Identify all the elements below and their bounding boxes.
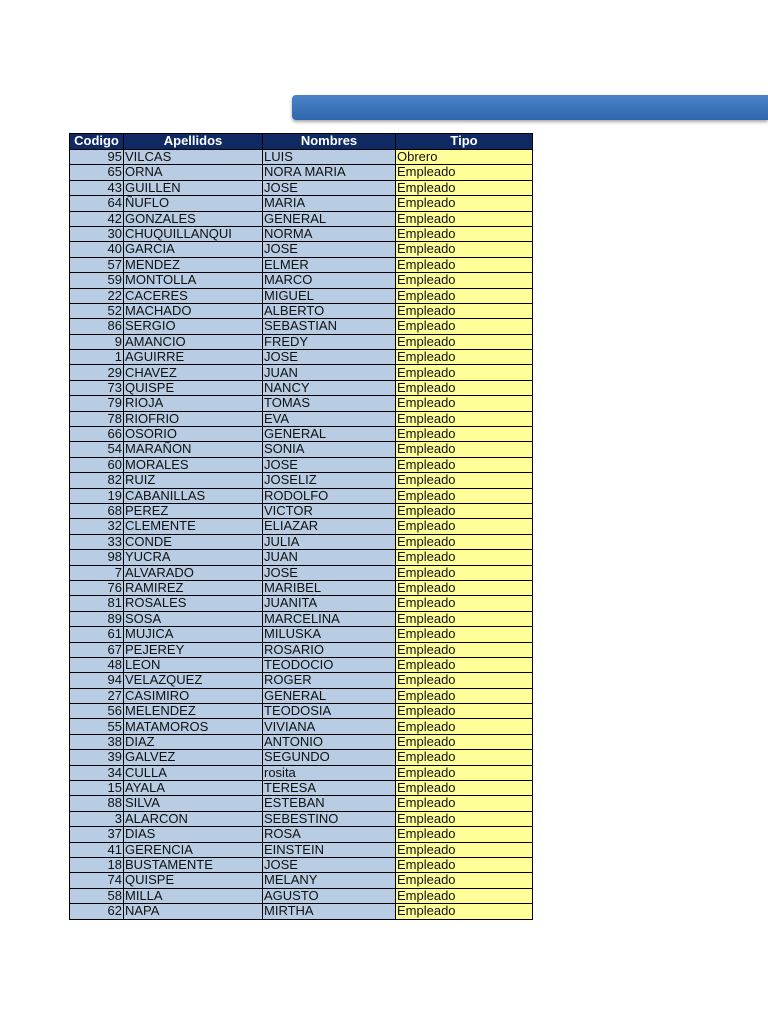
cell-tipo[interactable]: Empleado <box>396 288 533 303</box>
cell-codigo[interactable]: 22 <box>70 288 124 303</box>
cell-tipo[interactable]: Empleado <box>396 873 533 888</box>
cell-codigo[interactable]: 62 <box>70 904 124 919</box>
cell-tipo[interactable]: Empleado <box>396 396 533 411</box>
cell-codigo[interactable]: 58 <box>70 888 124 903</box>
table-row <box>70 380 533 395</box>
table-row <box>70 765 533 780</box>
table-row <box>70 411 533 426</box>
cell-apellidos[interactable]: PEREZ <box>124 503 263 518</box>
cell-apellidos[interactable]: AYALA <box>124 781 263 796</box>
cell-apellidos[interactable]: MENDEZ <box>124 257 263 272</box>
table-row <box>70 534 533 549</box>
table-row <box>70 611 533 626</box>
cell-codigo[interactable]: 82 <box>70 473 124 488</box>
table-row <box>70 580 533 595</box>
cell-nombres[interactable]: JOSE <box>263 242 396 257</box>
cell-tipo[interactable]: Empleado <box>396 657 533 672</box>
table-row <box>70 519 533 534</box>
cell-apellidos[interactable]: RAMIREZ <box>124 580 263 595</box>
cell-codigo[interactable]: 54 <box>70 442 124 457</box>
cell-apellidos[interactable]: RUIZ <box>124 473 263 488</box>
table-row <box>70 242 533 257</box>
cell-codigo[interactable]: 61 <box>70 627 124 642</box>
cell-tipo[interactable]: Empleado <box>396 519 533 534</box>
cell-apellidos[interactable]: NAPA <box>124 904 263 919</box>
table-row <box>70 442 533 457</box>
cell-nombres[interactable]: MARIA <box>263 196 396 211</box>
table-row <box>70 857 533 872</box>
table-row <box>70 273 533 288</box>
cell-codigo[interactable]: 81 <box>70 596 124 611</box>
cell-apellidos[interactable]: MARAÑON <box>124 442 263 457</box>
cell-apellidos[interactable]: GONZALES <box>124 211 263 226</box>
cell-nombres[interactable]: GENERAL <box>263 427 396 442</box>
cell-codigo[interactable]: 64 <box>70 196 124 211</box>
column-header-nombres[interactable]: Nombres <box>263 134 396 150</box>
cell-tipo[interactable]: Empleado <box>396 811 533 826</box>
cell-apellidos[interactable]: CACERES <box>124 288 263 303</box>
cell-nombres[interactable]: NORMA <box>263 226 396 241</box>
cell-tipo[interactable]: Empleado <box>396 165 533 180</box>
cell-nombres[interactable]: ELIAZAR <box>263 519 396 534</box>
cell-codigo[interactable]: 98 <box>70 550 124 565</box>
table-row <box>70 827 533 842</box>
cell-apellidos[interactable]: MILLA <box>124 888 263 903</box>
cell-codigo[interactable]: 43 <box>70 180 124 195</box>
table-row <box>70 565 533 580</box>
cell-codigo[interactable]: 76 <box>70 580 124 595</box>
cell-codigo[interactable]: 32 <box>70 519 124 534</box>
table-row <box>70 673 533 688</box>
cell-tipo[interactable]: Empleado <box>396 719 533 734</box>
cell-nombres[interactable]: JOSELIZ <box>263 473 396 488</box>
table-row <box>70 688 533 703</box>
cell-nombres[interactable]: JUANITA <box>263 596 396 611</box>
cell-apellidos[interactable]: CONDE <box>124 534 263 549</box>
table-row <box>70 627 533 642</box>
cell-tipo[interactable]: Empleado <box>396 704 533 719</box>
cell-tipo[interactable]: Empleado <box>396 596 533 611</box>
cell-tipo[interactable]: Empleado <box>396 488 533 503</box>
cell-apellidos[interactable]: AGUIRRE <box>124 350 263 365</box>
cell-apellidos[interactable]: MATAMOROS <box>124 719 263 734</box>
table-row <box>70 473 533 488</box>
cell-codigo[interactable]: 18 <box>70 857 124 872</box>
cell-apellidos[interactable]: MUJICA <box>124 627 263 642</box>
table-row <box>70 904 533 919</box>
table-row <box>70 350 533 365</box>
table-row <box>70 180 533 195</box>
table-row <box>70 719 533 734</box>
cell-apellidos[interactable]: QUISPE <box>124 873 263 888</box>
table-row <box>70 365 533 380</box>
cell-apellidos[interactable]: GERENCIA <box>124 842 263 857</box>
cell-codigo[interactable]: 94 <box>70 673 124 688</box>
cell-codigo[interactable]: 52 <box>70 303 124 318</box>
cell-tipo[interactable]: Empleado <box>396 688 533 703</box>
table-row <box>70 196 533 211</box>
table-row <box>70 488 533 503</box>
cell-tipo[interactable]: Empleado <box>396 580 533 595</box>
cell-tipo[interactable]: Empleado <box>396 365 533 380</box>
table-row <box>70 704 533 719</box>
cell-apellidos[interactable]: SOSA <box>124 611 263 626</box>
cell-nombres[interactable]: JOSE <box>263 565 396 580</box>
table-row <box>70 334 533 349</box>
cell-apellidos[interactable]: ALVARADO <box>124 565 263 580</box>
cell-codigo[interactable]: 7 <box>70 565 124 580</box>
cell-apellidos[interactable]: ALARCON <box>124 811 263 826</box>
cell-codigo[interactable]: 15 <box>70 781 124 796</box>
cell-tipo[interactable]: Empleado <box>396 411 533 426</box>
cell-apellidos[interactable]: CASIMIRO <box>124 688 263 703</box>
cell-codigo[interactable]: 89 <box>70 611 124 626</box>
column-header-codigo[interactable]: Codigo <box>70 134 124 150</box>
table-row <box>70 288 533 303</box>
cell-codigo[interactable]: 79 <box>70 396 124 411</box>
table-row <box>70 550 533 565</box>
cell-tipo[interactable]: Empleado <box>396 750 533 765</box>
cell-tipo[interactable]: Empleado <box>396 319 533 334</box>
cell-nombres[interactable]: TERESA <box>263 781 396 796</box>
cell-tipo[interactable]: Empleado <box>396 427 533 442</box>
table-row <box>70 503 533 518</box>
cell-nombres[interactable]: MARCO <box>263 273 396 288</box>
cell-tipo[interactable]: Empleado <box>396 242 533 257</box>
cell-nombres[interactable]: ELMER <box>263 257 396 272</box>
cell-nombres[interactable]: JUAN <box>263 550 396 565</box>
cell-codigo[interactable]: 39 <box>70 750 124 765</box>
table-row <box>70 888 533 903</box>
cell-nombres[interactable]: MARIBEL <box>263 580 396 595</box>
table-header-row <box>70 134 533 150</box>
cell-tipo[interactable]: Empleado <box>396 257 533 272</box>
cell-tipo[interactable]: Empleado <box>396 534 533 549</box>
cell-codigo[interactable]: 3 <box>70 811 124 826</box>
cell-apellidos[interactable]: GARCIA <box>124 242 263 257</box>
cell-tipo[interactable]: Empleado <box>396 550 533 565</box>
cell-codigo[interactable]: 33 <box>70 534 124 549</box>
cell-tipo[interactable]: Empleado <box>396 196 533 211</box>
cell-nombres[interactable]: MIGUEL <box>263 288 396 303</box>
cell-tipo[interactable]: Empleado <box>396 211 533 226</box>
cell-apellidos[interactable]: RIOFRIO <box>124 411 263 426</box>
cell-tipo[interactable]: Empleado <box>396 796 533 811</box>
cell-nombres[interactable]: JOSE <box>263 457 396 472</box>
table-row <box>70 657 533 672</box>
cell-tipo[interactable]: Empleado <box>396 904 533 919</box>
table-row <box>70 303 533 318</box>
cell-codigo[interactable]: 68 <box>70 503 124 518</box>
cell-apellidos[interactable]: MACHADO <box>124 303 263 318</box>
cell-apellidos[interactable]: YUCRA <box>124 550 263 565</box>
cell-apellidos[interactable]: GUILLEN <box>124 180 263 195</box>
table-row <box>70 319 533 334</box>
cell-nombres[interactable]: ANTONIO <box>263 734 396 749</box>
cell-nombres[interactable]: RODOLFO <box>263 488 396 503</box>
employee-table <box>69 133 533 920</box>
cell-codigo[interactable]: 88 <box>70 796 124 811</box>
cell-tipo[interactable]: Empleado <box>396 673 533 688</box>
table-row <box>70 781 533 796</box>
cell-nombres[interactable]: EVA <box>263 411 396 426</box>
cell-apellidos[interactable]: MONTOLLA <box>124 273 263 288</box>
cell-nombres[interactable]: SEBESTINO <box>263 811 396 826</box>
cell-nombres[interactable]: JOSE <box>263 857 396 872</box>
cell-codigo[interactable]: 40 <box>70 242 124 257</box>
cell-codigo[interactable]: 37 <box>70 827 124 842</box>
cell-apellidos[interactable]: LEON <box>124 657 263 672</box>
cell-apellidos[interactable]: PEJEREY <box>124 642 263 657</box>
cell-tipo[interactable]: Empleado <box>396 503 533 518</box>
cell-nombres[interactable]: ESTEBAN <box>263 796 396 811</box>
cell-tipo[interactable]: Empleado <box>396 442 533 457</box>
cell-nombres[interactable]: TEODOCIO <box>263 657 396 672</box>
cell-nombres[interactable]: ALBERTO <box>263 303 396 318</box>
cell-apellidos[interactable]: BUSTAMENTE <box>124 857 263 872</box>
cell-tipo[interactable]: Empleado <box>396 273 533 288</box>
cell-nombres[interactable]: TEODOSIA <box>263 704 396 719</box>
cell-nombres[interactable]: ROSA <box>263 827 396 842</box>
cell-nombres[interactable]: TOMAS <box>263 396 396 411</box>
cell-apellidos[interactable]: CULLA <box>124 765 263 780</box>
table-row <box>70 257 533 272</box>
cell-apellidos[interactable]: RIOJA <box>124 396 263 411</box>
cell-codigo[interactable]: 30 <box>70 226 124 241</box>
cell-codigo[interactable]: 19 <box>70 488 124 503</box>
cell-codigo[interactable]: 41 <box>70 842 124 857</box>
table-row <box>70 165 533 180</box>
cell-nombres[interactable]: NANCY <box>263 380 396 395</box>
cell-codigo[interactable]: 48 <box>70 657 124 672</box>
cell-tipo[interactable]: Empleado <box>396 857 533 872</box>
cell-tipo[interactable]: Empleado <box>396 226 533 241</box>
cell-nombres[interactable]: VICTOR <box>263 503 396 518</box>
column-header-apellidos[interactable]: Apellidos <box>124 134 263 150</box>
table-row <box>70 396 533 411</box>
cell-apellidos[interactable]: CABANILLAS <box>124 488 263 503</box>
table-row <box>70 226 533 241</box>
cell-apellidos[interactable]: CHAVEZ <box>124 365 263 380</box>
cell-nombres[interactable]: VIVIANA <box>263 719 396 734</box>
cell-tipo[interactable]: Empleado <box>396 642 533 657</box>
cell-apellidos[interactable]: QUISPE <box>124 380 263 395</box>
header-banner <box>292 95 768 120</box>
cell-nombres[interactable]: AGUSTO <box>263 888 396 903</box>
cell-nombres[interactable]: MARCELINA <box>263 611 396 626</box>
cell-codigo[interactable]: 9 <box>70 334 124 349</box>
cell-codigo[interactable]: 57 <box>70 257 124 272</box>
cell-nombres[interactable]: GENERAL <box>263 688 396 703</box>
cell-codigo[interactable]: 56 <box>70 704 124 719</box>
cell-nombres[interactable]: SEGUNDO <box>263 750 396 765</box>
cell-nombres[interactable]: JOSE <box>263 180 396 195</box>
cell-apellidos[interactable]: MELENDEZ <box>124 704 263 719</box>
cell-nombres[interactable]: LUIS <box>263 150 396 165</box>
cell-codigo[interactable]: 27 <box>70 688 124 703</box>
cell-codigo[interactable]: 86 <box>70 319 124 334</box>
cell-nombres[interactable]: MIRTHA <box>263 904 396 919</box>
cell-tipo[interactable]: Empleado <box>396 888 533 903</box>
cell-tipo[interactable]: Empleado <box>396 765 533 780</box>
cell-nombres[interactable]: EINSTEIN <box>263 842 396 857</box>
cell-nombres[interactable]: ROSARIO <box>263 642 396 657</box>
cell-codigo[interactable]: 66 <box>70 427 124 442</box>
cell-nombres[interactable]: SONIA <box>263 442 396 457</box>
cell-apellidos[interactable]: DIAS <box>124 827 263 842</box>
cell-tipo[interactable]: Empleado <box>396 565 533 580</box>
cell-apellidos[interactable]: CLEMENTE <box>124 519 263 534</box>
cell-apellidos[interactable]: ORNA <box>124 165 263 180</box>
cell-tipo[interactable]: Empleado <box>396 303 533 318</box>
cell-tipo[interactable]: Empleado <box>396 627 533 642</box>
cell-nombres[interactable]: JUAN <box>263 365 396 380</box>
cell-apellidos[interactable]: GALVEZ <box>124 750 263 765</box>
cell-apellidos[interactable]: SERGIO <box>124 319 263 334</box>
cell-tipo[interactable]: Empleado <box>396 842 533 857</box>
cell-apellidos[interactable]: AMANCIO <box>124 334 263 349</box>
cell-nombres[interactable]: rosita <box>263 765 396 780</box>
cell-tipo[interactable]: Empleado <box>396 827 533 842</box>
cell-codigo[interactable]: 95 <box>70 150 124 165</box>
cell-nombres[interactable]: MILUSKA <box>263 627 396 642</box>
cell-tipo[interactable]: Empleado <box>396 611 533 626</box>
table-row <box>70 427 533 442</box>
cell-codigo[interactable]: 1 <box>70 350 124 365</box>
cell-codigo[interactable]: 42 <box>70 211 124 226</box>
cell-tipo[interactable]: Empleado <box>396 457 533 472</box>
cell-tipo[interactable]: Empleado <box>396 781 533 796</box>
cell-tipo[interactable]: Empleado <box>396 350 533 365</box>
cell-nombres[interactable]: JOSE <box>263 350 396 365</box>
table-row <box>70 873 533 888</box>
table-row <box>70 750 533 765</box>
table-row <box>70 796 533 811</box>
table-row <box>70 457 533 472</box>
column-header-tipo[interactable]: Tipo <box>396 134 533 150</box>
table-row <box>70 211 533 226</box>
table-row <box>70 150 533 165</box>
cell-apellidos[interactable]: ROSALES <box>124 596 263 611</box>
cell-tipo[interactable]: Empleado <box>396 734 533 749</box>
cell-codigo[interactable]: 29 <box>70 365 124 380</box>
cell-tipo[interactable]: Obrero <box>396 150 533 165</box>
cell-apellidos[interactable]: MORALES <box>124 457 263 472</box>
cell-tipo[interactable]: Empleado <box>396 334 533 349</box>
cell-nombres[interactable]: MELANY <box>263 873 396 888</box>
cell-nombres[interactable]: JULIA <box>263 534 396 549</box>
cell-tipo[interactable]: Empleado <box>396 380 533 395</box>
table-row <box>70 811 533 826</box>
cell-apellidos[interactable]: VELAZQUEZ <box>124 673 263 688</box>
cell-tipo[interactable]: Empleado <box>396 180 533 195</box>
table-row <box>70 596 533 611</box>
cell-apellidos[interactable]: CHUQUILLANQUI <box>124 226 263 241</box>
cell-apellidos[interactable]: OSORIO <box>124 427 263 442</box>
cell-nombres[interactable]: ROGER <box>263 673 396 688</box>
cell-codigo[interactable]: 38 <box>70 734 124 749</box>
table-row <box>70 642 533 657</box>
cell-codigo[interactable]: 34 <box>70 765 124 780</box>
cell-nombres[interactable]: GENERAL <box>263 211 396 226</box>
cell-codigo[interactable]: 60 <box>70 457 124 472</box>
cell-codigo[interactable]: 55 <box>70 719 124 734</box>
cell-codigo[interactable]: 78 <box>70 411 124 426</box>
cell-codigo[interactable]: 65 <box>70 165 124 180</box>
cell-apellidos[interactable]: VILCAS <box>124 150 263 165</box>
cell-tipo[interactable]: Empleado <box>396 473 533 488</box>
cell-apellidos[interactable]: DIAZ <box>124 734 263 749</box>
cell-codigo[interactable]: 59 <box>70 273 124 288</box>
cell-codigo[interactable]: 67 <box>70 642 124 657</box>
table-row <box>70 734 533 749</box>
cell-nombres[interactable]: FREDY <box>263 334 396 349</box>
cell-apellidos[interactable]: ÑUFLO <box>124 196 263 211</box>
cell-codigo[interactable]: 73 <box>70 380 124 395</box>
cell-nombres[interactable]: SEBASTIAN <box>263 319 396 334</box>
table-row <box>70 842 533 857</box>
cell-nombres[interactable]: NORA MARIA <box>263 165 396 180</box>
cell-codigo[interactable]: 74 <box>70 873 124 888</box>
cell-apellidos[interactable]: SILVA <box>124 796 263 811</box>
